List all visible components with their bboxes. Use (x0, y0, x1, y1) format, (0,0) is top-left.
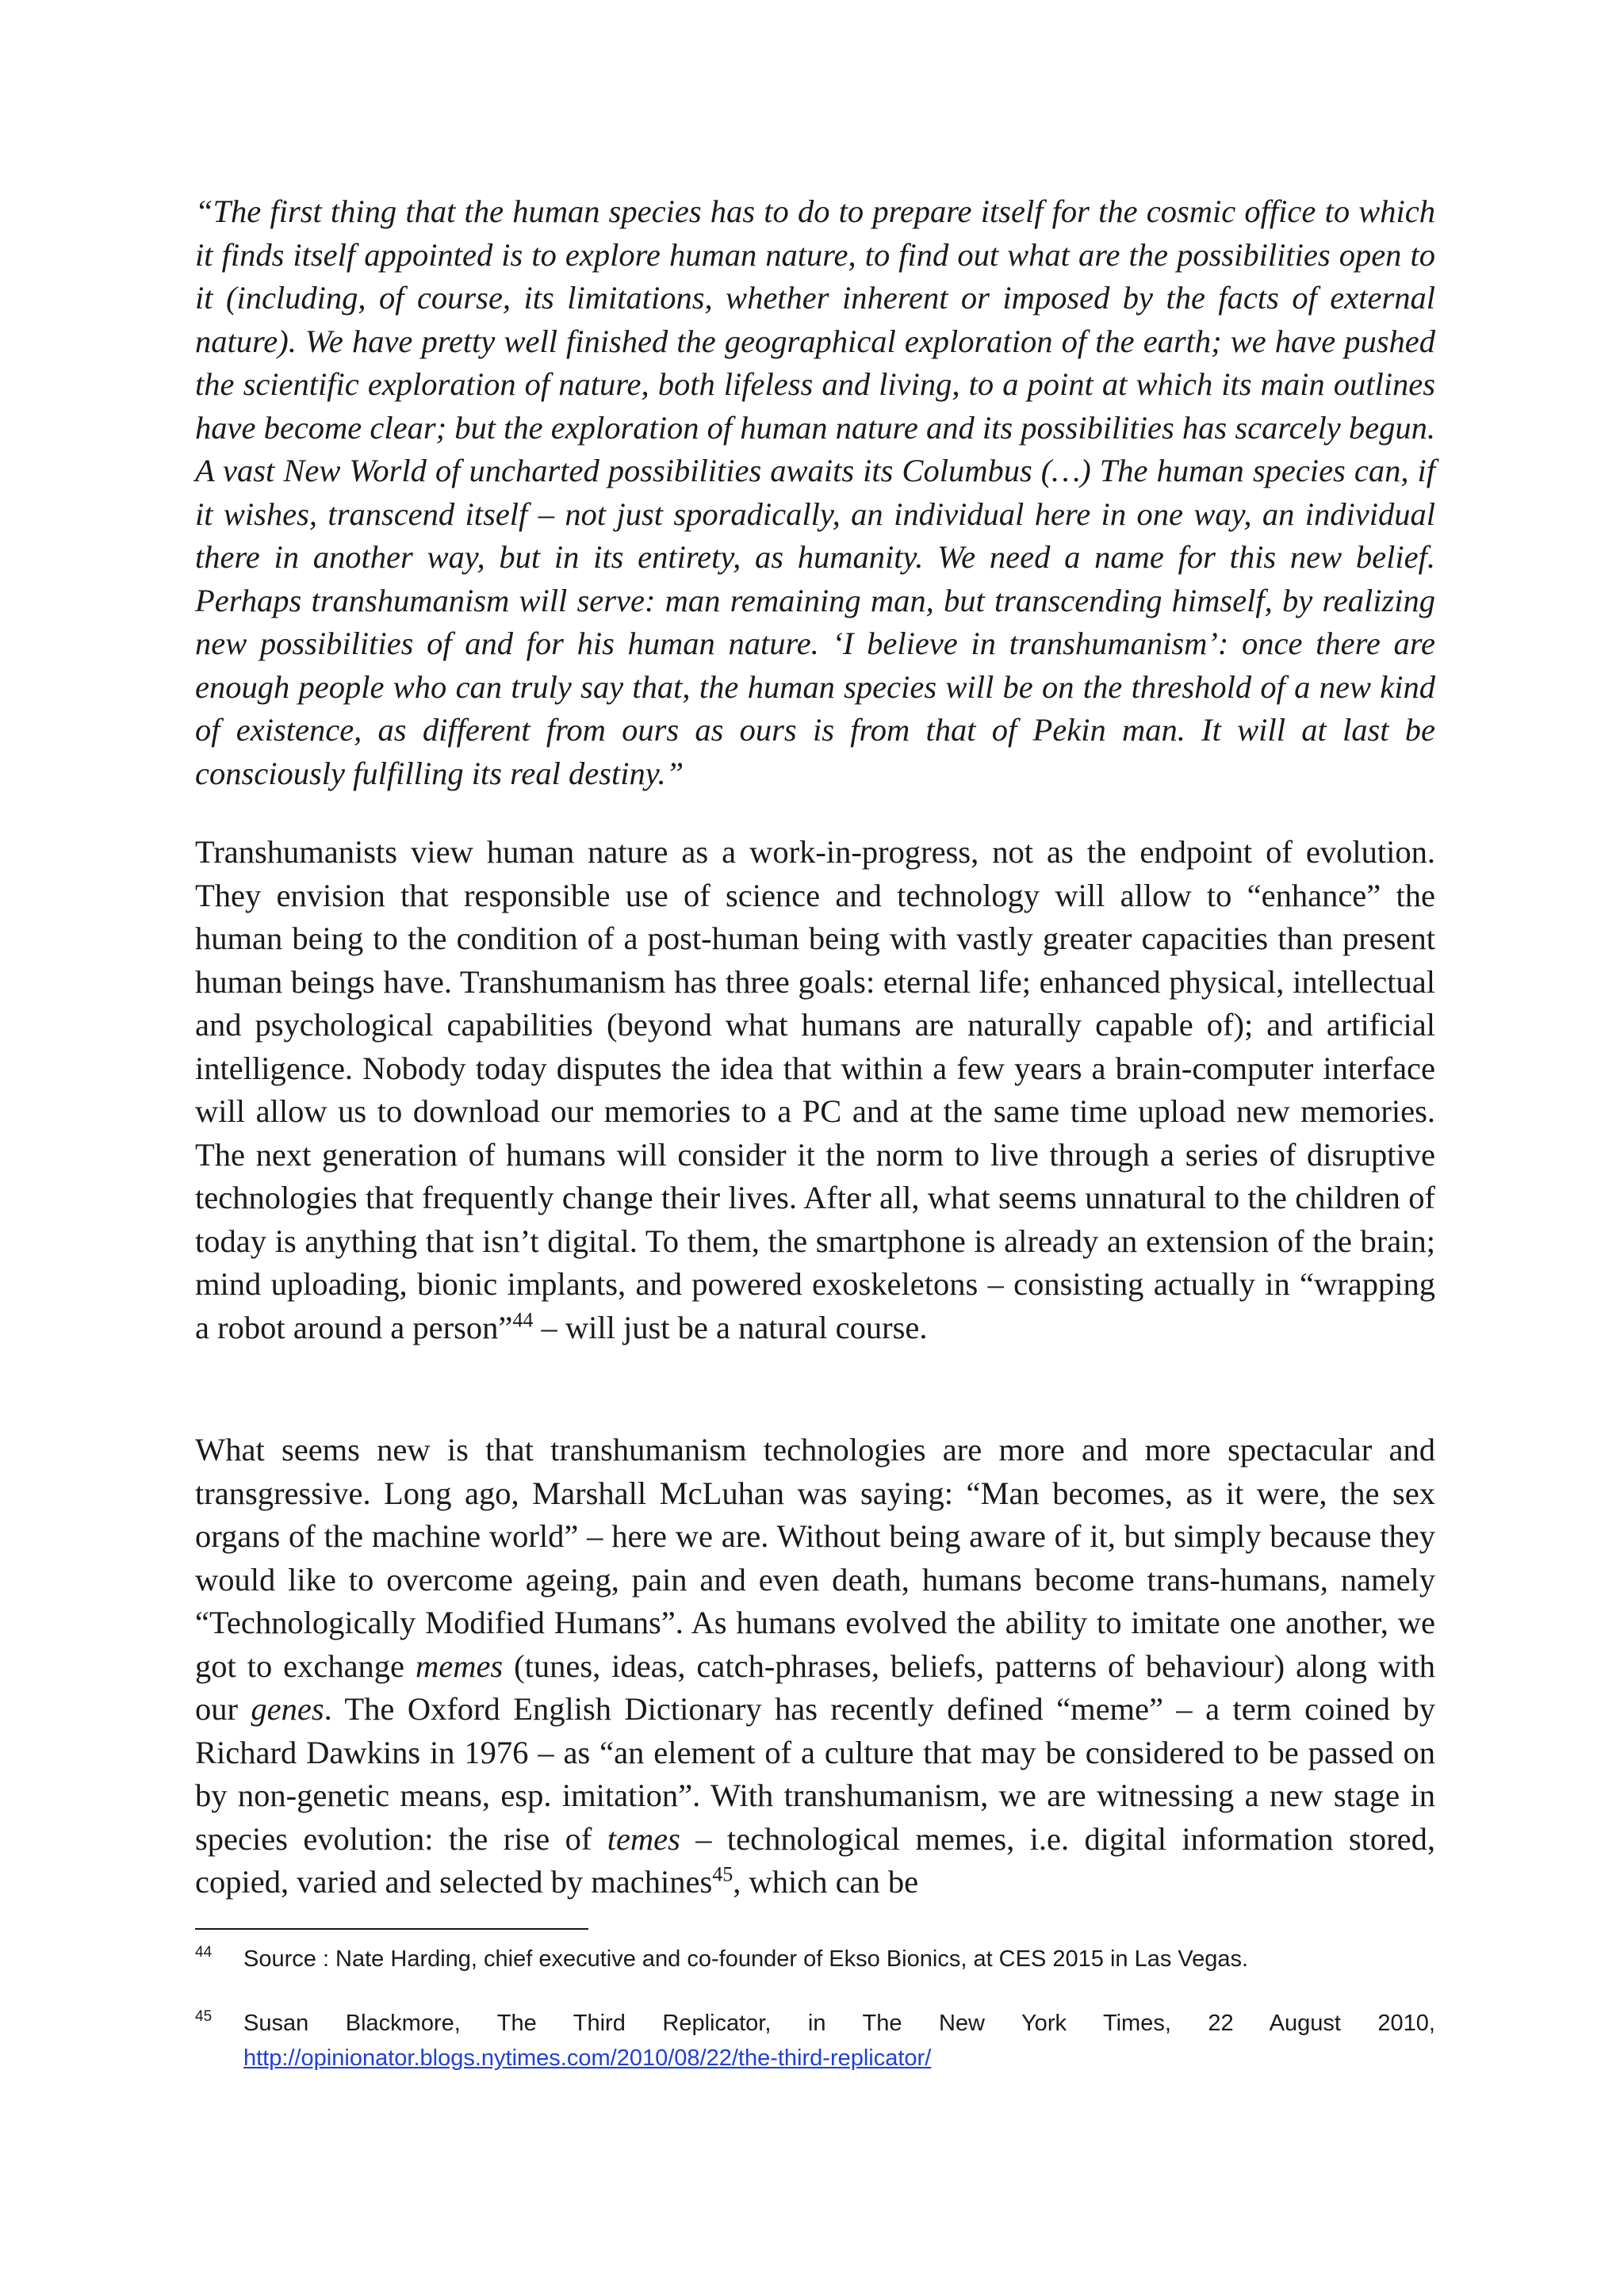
body-paragraph-1 (195, 831, 1435, 1349)
footnote-number: 45 (195, 2008, 213, 2025)
footnote-number: 44 (195, 1944, 213, 1961)
paragraph-text: – will just be a natural course. (533, 1309, 928, 1345)
footnote-ref-45[interactable]: 45 (712, 1862, 733, 1886)
emphasis-temes: temes (607, 1820, 680, 1857)
emphasis-memes: memes (415, 1647, 504, 1684)
footnote-text: Source : Nate Harding, chief executive and co-founder of Ekso Bionics, at CES 2015 in Las Vegas. (243, 1946, 1249, 1972)
footnote-ref-44[interactable]: 44 (512, 1308, 534, 1331)
footnote-body (243, 2006, 1435, 2076)
footnote-link[interactable]: http://opinionator.blogs.nytimes.com/2010/08/22/the-third-replicator/ (243, 2045, 932, 2071)
footnote-separator (195, 1928, 588, 1930)
footnote-44 (195, 1942, 1435, 1976)
paragraph-text: Transhumanists view human nature as a work-in-progress, not as the endpoint of evolution. They envision that responsible use of science and technology will allow to “enhance” the human being to the condition of a post-human being with vastly greater capacities than present human beings have. Transhumanism has three goals: eternal life; enhanced physical, intellectual and psychological capabilities (beyond what humans are naturally capable of); and artificial intelligence. Nobody today disputes the idea that within a few years a brain-computer interface will allow us to download our memories to a PC and at the same time upload new memories. The next generation of humans will consider it the norm to live through a series of disruptive technologies that frequently change their lives. After all, what seems unnatural to the children of today is anything that isn’t digital. To them, the smartphone is already an extension of the brain; mind uploading, bionic implants, and powered exoskeletons – consisting actually in “wrapping a robot around a person” (195, 834, 1435, 1345)
block-quote: “The first thing that the human species has to do to prepare itself for the cosmic office to which it finds itself appointed is to explore human nature, to find out what are the possibilities open to it (including, of course, its limitations, whether inherent or imposed by the facts of external nature). We have pretty well finished the geographical exploration of the earth; we have pushed the scientific exploration of nature, both lifeless and living, to a point at which its main outlines have become clear; but the exploration of human nature and its possibilities has scarcely begun. A vast New World of uncharted possibilities awaits its Columbus (…) The human species can, if it wishes, transcend itself – not just sporadically, an individual here in one way, an individual there in another way, but in its entirety, as humanity. We need a name for this new belief. Perhaps transhumanism will serve: man remaining man, but transcending himself, by realizing new possibilities of and for his human nature. ‘I believe in transhumanism’: once there are enough people who can truly say that, the human species will be on the threshold of a new kind of existence, as different from ours as ours is from that of Pekin man. It will at last be consciously fulfilling its real destiny.” (195, 193, 1435, 791)
paragraph-text: (tunes, ideas, catch-phrases, beliefs, patterns of behaviour) along with our (195, 1647, 1435, 1727)
paragraph-text: , which can be (733, 1864, 919, 1900)
body-paragraph-2 (195, 1429, 1435, 1904)
footnote-45 (195, 2006, 1435, 2076)
emphasis-genes: genes (251, 1691, 324, 1727)
paragraph-text: . The Oxford English Dictionary has recently defined “meme” – a term coined by Richard Dawkins in 1976 – as “an element of a culture that may be considered to be passed on by non-genetic means, esp. imitation”. With transhumanism, we are witnessing a new stage in species evolution: the rise of (195, 1691, 1435, 1857)
paragraph-text: – technological memes, i.e. digital information stored, copied, varied and selected by machines (195, 1820, 1435, 1900)
footnote-text: Susan Blackmore, The Third Replicator, in The New York Times, 22 August 2010, (243, 2011, 1435, 2036)
paragraph-text: What seems new is that transhumanism technologies are more and more spectacular and transgressive. Long ago, Marshall McLuhan was saying: “Man becomes, as it were, the sex organs of the machine world” – here we are. Without being aware of it, but simply because they would like to overcome ageing, pain and even death, humans become trans-humans, namely “Technologically Modified Humans”. As humans evolved the ability to imitate one another, we got to exchange (195, 1432, 1435, 1684)
